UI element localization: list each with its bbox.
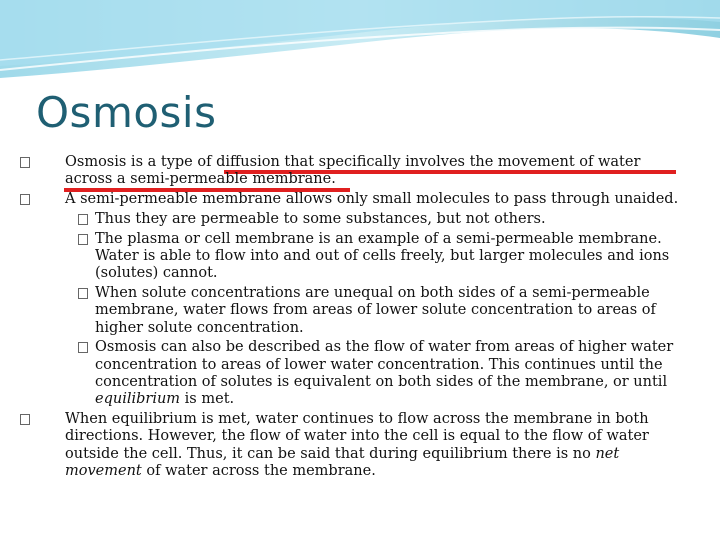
- bullet-list: [20, 154, 690, 483]
- bullet-text: The plasma or cell membrane is an example of a semi-permeable membrane. Water is able to flow into and out of cells freely, but larger molecules and ions (solutes) cannot.: [95, 230, 670, 282]
- sub-bullet-item: [20, 285, 690, 337]
- emphasis-term: equilibrium: [95, 391, 181, 408]
- bullet-text: A semi-permeable membrane allows only small molecules to pass through unaided.: [65, 191, 679, 208]
- bullet-marker-icon: [78, 342, 88, 353]
- slide-title: Osmosis: [36, 88, 217, 137]
- bullet-item: [20, 154, 690, 189]
- sub-bullet-item: [20, 211, 690, 228]
- emphasis-term: net movement: [65, 445, 620, 480]
- bullet-marker-icon: [78, 288, 88, 299]
- bullet-text: Thus they are permeable to some substances, but not others.: [95, 210, 546, 227]
- sub-bullet-item: [20, 231, 690, 283]
- bullet-marker-icon: [20, 194, 30, 205]
- bullet-marker-icon: [20, 414, 30, 425]
- sub-bullet-item: [20, 339, 690, 408]
- bullet-text: Osmosis is a type of diffusion that specifically involves the movement of water across a semi-permeable membrane.: [65, 154, 641, 188]
- bullet-marker-icon: [78, 214, 88, 225]
- bullet-item: [20, 191, 690, 208]
- bullet-item: [20, 411, 690, 480]
- bullet-text: Osmosis can also be described as the flow of water from areas of higher water concentration to areas of lower water concentration. This continues until the concentration of solutes is equivalent on both sides of the membrane, or until equilibrium is met.: [95, 339, 674, 408]
- wave-banner: [0, 0, 720, 80]
- bullet-text: When solute concentrations are unequal on both sides of a semi-permeable membrane, water flows from areas of lower solute concentration to areas of higher solute concentration.: [95, 285, 656, 336]
- bullet-marker-icon: [78, 234, 88, 245]
- bullet-marker-icon: [20, 157, 30, 168]
- bullet-text: When equilibrium is met, water continues to flow across the membrane in both directions. However, the flow of water into the cell is equal to the flow of water outside the cell. Thus, it can be said that during equilibrium there is no net movement of water across the membrane.: [65, 411, 649, 480]
